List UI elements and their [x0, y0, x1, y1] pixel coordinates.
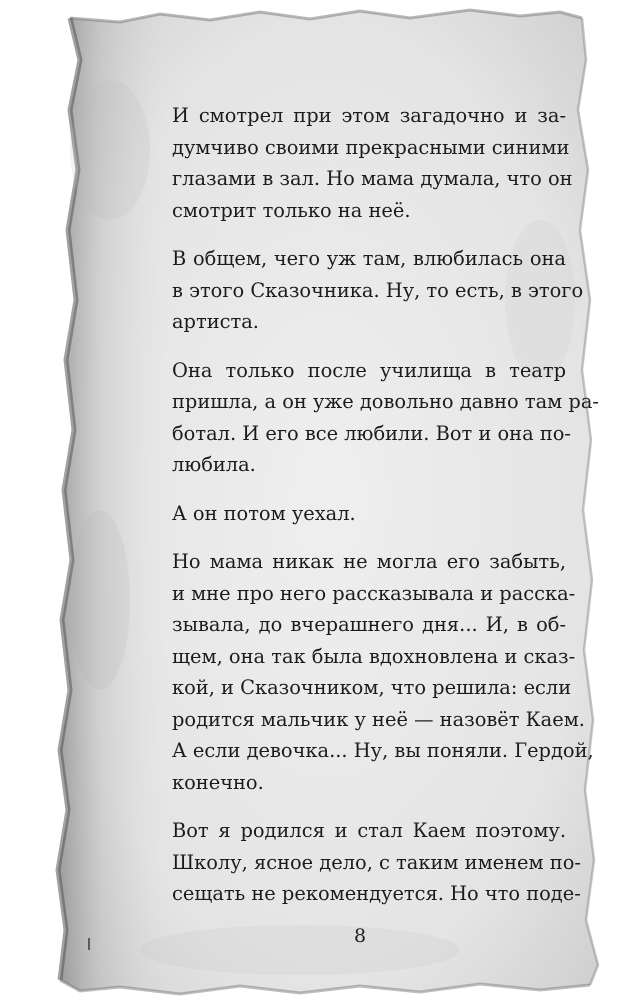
text-line: ботал. И его все любили. Вот и она по- [172, 421, 571, 445]
text-line: зывала, до вчерашнего дня... И, в об- [172, 613, 566, 636]
paragraph-3 [172, 355, 599, 481]
text-line: родится мальчик у неё — назовёт Каем. [172, 707, 585, 731]
text-line: в этого Сказочника. Ну, то есть, в этого [172, 278, 584, 302]
body-text [172, 100, 599, 927]
text-line: А если девочка... Ну, вы поняли. Гердой, [172, 739, 594, 762]
text-line: думчиво своими прекрасными синими [172, 135, 570, 159]
text-line: Школу, ясное дело, с таким именем по- [172, 850, 581, 874]
paragraph-5 [172, 546, 594, 798]
text-line: конечно. [172, 770, 264, 794]
text-line: щем, она так была вдохновлена и сказ- [172, 644, 576, 668]
text-line: Но мама никак не могла его забыть, [172, 550, 566, 573]
text-line: пришла, а он уже довольно давно там ра- [172, 390, 599, 413]
text-line: В общем, чего уж там, влюбилась она [172, 247, 566, 270]
paragraph-2 [172, 243, 584, 338]
text-line: Она только после училища в театр [172, 358, 566, 382]
text-line: кой, и Сказочником, что решила: если [172, 676, 572, 699]
text-line: Вот я родился и стал Каем поэтому. [172, 819, 566, 842]
text-line: смотрит только на неё. [172, 198, 411, 222]
paragraph-4 [172, 498, 566, 530]
text-line: И смотрел при этом загадочно и за- [172, 104, 566, 127]
text-line: артиста. [172, 310, 259, 333]
text-line: и мне про него рассказывала и расска- [172, 581, 576, 605]
paragraph-1 [172, 100, 573, 226]
text-line: любила. [172, 453, 256, 476]
text-line: глазами в зал. Но мама думала, что он [172, 167, 573, 190]
text-line: сещать не рекомендуется. Но что поде- [172, 882, 581, 905]
text-line: А он потом уехал. [172, 501, 356, 525]
paragraph-6 [172, 815, 581, 910]
page-number: 8 [353, 925, 367, 947]
